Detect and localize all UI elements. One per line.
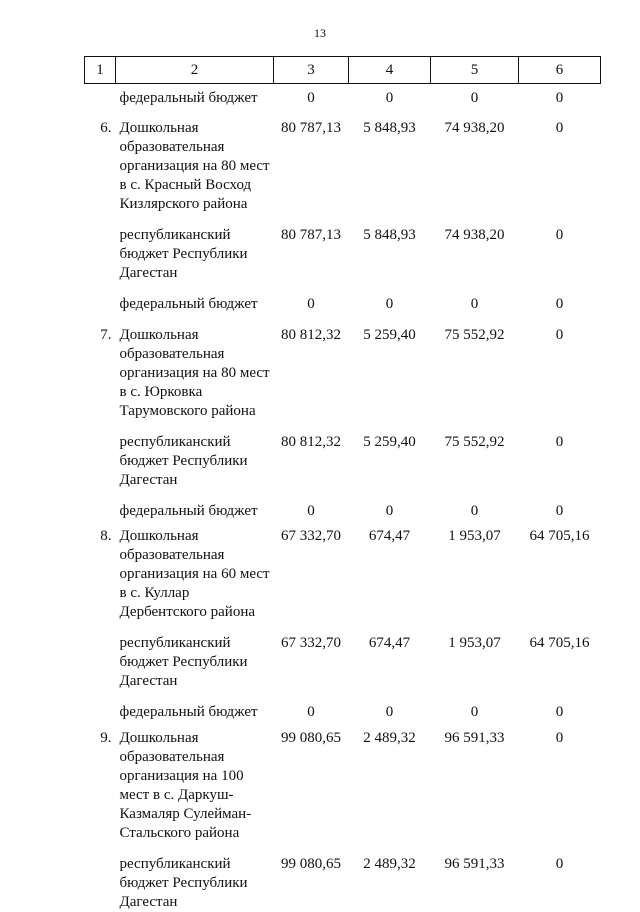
table-row (85, 622, 601, 691)
row-value-c3: 67 332,70 (274, 521, 349, 622)
header-row (85, 57, 601, 84)
row-value-c4: 5 259,40 (349, 314, 431, 421)
row-value-c4: 674,47 (349, 622, 431, 691)
row-name: федеральный бюджет (116, 283, 274, 314)
table-row (85, 84, 601, 109)
budget-table (84, 56, 601, 912)
row-value-c6: 0 (519, 843, 601, 912)
row-value-c4: 0 (349, 691, 431, 722)
row-number (85, 691, 116, 722)
row-value-c4: 5 259,40 (349, 421, 431, 490)
row-value-c5: 0 (431, 490, 519, 521)
table-row (85, 421, 601, 490)
row-value-c5: 1 953,07 (431, 622, 519, 691)
row-name: республиканский бюджет Республики Дагестан (116, 843, 274, 912)
row-value-c4: 5 848,93 (349, 214, 431, 283)
row-name: Дошкольная образовательная организация на 60 мест в с. Куллар Дербентского района (116, 521, 274, 622)
row-name: республиканский бюджет Республики Дагестан (116, 214, 274, 283)
row-name: Дошкольная образовательная организация на 80 мест в с. Юрковка Тарумовского района (116, 314, 274, 421)
row-value-c3: 0 (274, 283, 349, 314)
row-value-c4: 2 489,32 (349, 722, 431, 843)
header-cell-1: 1 (85, 57, 116, 84)
row-value-c4: 0 (349, 283, 431, 314)
row-name: федеральный бюджет (116, 691, 274, 722)
row-value-c3: 80 812,32 (274, 314, 349, 421)
row-value-c3: 80 787,13 (274, 214, 349, 283)
table-row (85, 108, 601, 214)
row-value-c5: 96 591,33 (431, 843, 519, 912)
row-number (85, 283, 116, 314)
row-value-c3: 99 080,65 (274, 722, 349, 843)
row-number (85, 214, 116, 283)
row-value-c5: 0 (431, 84, 519, 109)
row-number (85, 84, 116, 109)
table-row (85, 843, 601, 912)
header-cell-5: 5 (431, 57, 519, 84)
row-value-c3: 80 812,32 (274, 421, 349, 490)
table-row (85, 722, 601, 843)
row-number (85, 421, 116, 490)
row-number (85, 843, 116, 912)
row-value-c3: 0 (274, 490, 349, 521)
row-value-c5: 75 552,92 (431, 421, 519, 490)
header-cell-4: 4 (349, 57, 431, 84)
row-number: 8. (85, 521, 116, 622)
row-value-c3: 99 080,65 (274, 843, 349, 912)
row-value-c5: 74 938,20 (431, 214, 519, 283)
table-row (85, 490, 601, 521)
row-value-c3: 80 787,13 (274, 108, 349, 214)
table-row (85, 521, 601, 622)
row-value-c5: 1 953,07 (431, 521, 519, 622)
row-name: республиканский бюджет Республики Дагестан (116, 421, 274, 490)
row-name: федеральный бюджет (116, 84, 274, 109)
row-name: Дошкольная образовательная организация на 80 мест в с. Красный Восход Кизлярского района (116, 108, 274, 214)
row-value-c6: 0 (519, 722, 601, 843)
row-name: республиканский бюджет Республики Дагестан (116, 622, 274, 691)
row-number (85, 490, 116, 521)
row-value-c4: 674,47 (349, 521, 431, 622)
row-value-c4: 2 489,32 (349, 843, 431, 912)
row-value-c4: 5 848,93 (349, 108, 431, 214)
row-value-c6: 0 (519, 490, 601, 521)
row-number: 6. (85, 108, 116, 214)
row-value-c3: 0 (274, 691, 349, 722)
row-value-c6: 0 (519, 421, 601, 490)
row-value-c5: 0 (431, 283, 519, 314)
table-row (85, 283, 601, 314)
table-row (85, 691, 601, 722)
row-name: Дошкольная образовательная организация на 100 мест в с. Даркуш-Казмаляр Сулейман-Стальского района (116, 722, 274, 843)
header-cell-6: 6 (519, 57, 601, 84)
header-cell-3: 3 (274, 57, 349, 84)
row-value-c5: 74 938,20 (431, 108, 519, 214)
row-value-c6: 0 (519, 108, 601, 214)
table-row (85, 214, 601, 283)
row-number: 9. (85, 722, 116, 843)
row-value-c3: 67 332,70 (274, 622, 349, 691)
row-value-c6: 0 (519, 691, 601, 722)
row-name: федеральный бюджет (116, 490, 274, 521)
row-value-c6: 64 705,16 (519, 622, 601, 691)
row-value-c6: 64 705,16 (519, 521, 601, 622)
table-row (85, 314, 601, 421)
row-value-c6: 0 (519, 214, 601, 283)
row-value-c4: 0 (349, 490, 431, 521)
row-value-c6: 0 (519, 84, 601, 109)
row-number (85, 622, 116, 691)
page-number: 13 (0, 26, 640, 41)
row-value-c5: 0 (431, 691, 519, 722)
header-cell-2: 2 (116, 57, 274, 84)
budget-table-container (84, 56, 600, 912)
table-body (85, 84, 601, 912)
row-value-c4: 0 (349, 84, 431, 109)
row-value-c5: 75 552,92 (431, 314, 519, 421)
row-value-c6: 0 (519, 314, 601, 421)
row-value-c3: 0 (274, 84, 349, 109)
row-value-c5: 96 591,33 (431, 722, 519, 843)
row-number: 7. (85, 314, 116, 421)
row-value-c6: 0 (519, 283, 601, 314)
